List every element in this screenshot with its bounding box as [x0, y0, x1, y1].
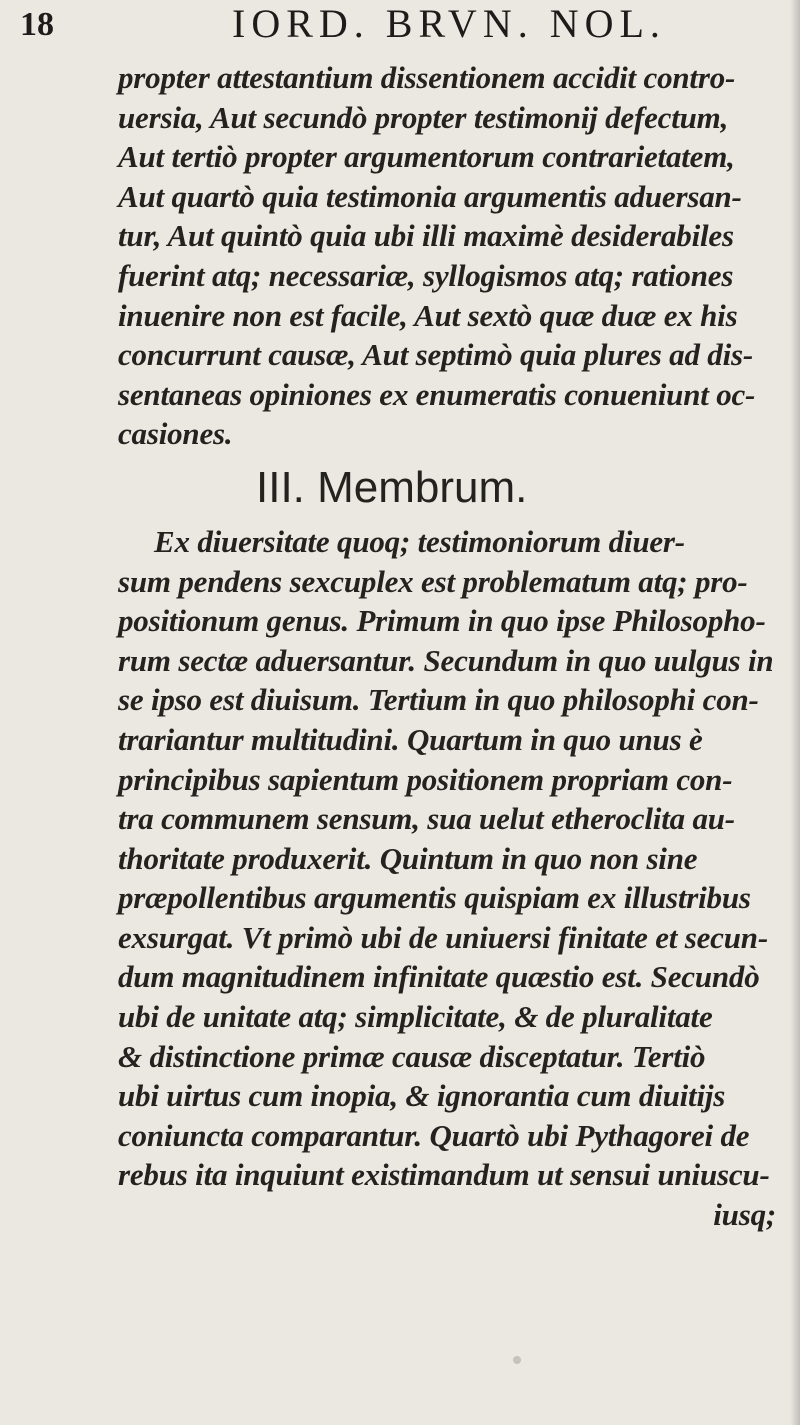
text-line: principibus sapientum positionem propriam con-: [118, 761, 733, 797]
text-line: ubi de unitate atq; simplicitate, & de pluralitate: [118, 999, 713, 1035]
page-header: [0, 0, 800, 62]
text-line: positionum genus. Primum in quo ipse Philosopho-: [118, 603, 766, 639]
text-line: tra communem sensum, sua uelut etheroclita au-: [118, 801, 735, 837]
paragraph-2: [118, 522, 798, 1195]
text-line: casiones.: [118, 416, 233, 452]
text-line: concurrunt causæ, Aut septimò quia plures ad dis-: [118, 337, 754, 373]
text-line: ubi uirtus cum inopia, & ignorantia cum diuitijs: [118, 1078, 726, 1114]
text-line: rum sectæ aduersantur. Secundum in quo uulgus in: [118, 642, 774, 678]
text-line: Ex diuersitate quoq; testimoniorum diuer-: [154, 523, 685, 559]
text-line: & distinctione primæ causæ disceptatur. Tertiò: [118, 1038, 706, 1074]
text-line: Aut tertiò propter argumentorum contrarietatem,: [118, 139, 735, 175]
text-line: sum pendens sexcuplex est problematum atq; pro-: [118, 563, 748, 599]
text-line: fuerint atq; necessariæ, syllogismos atq; rationes: [118, 257, 734, 293]
text-line: rebus ita inquiunt existimandum ut sensui uniuscu-: [118, 1157, 770, 1193]
text-line: thoritate produxerit. Quintum in quo non sine: [118, 840, 698, 876]
text-line: exsurgat. Vt primò ubi de uniuersi finitate et secun-: [118, 919, 768, 955]
text-line: se ipso est diuisum. Tertium in quo philosophi con-: [118, 682, 759, 718]
text-line: præpollentibus argumentis quispiam ex illustribus: [118, 880, 751, 916]
text-line: uersia, Aut secundò propter testimonij defectum,: [118, 99, 729, 135]
text-block: [118, 58, 798, 1235]
text-line: trariantur multitudini. Quartum in quo unus è: [118, 721, 703, 757]
paragraph-1: [118, 58, 798, 454]
section-heading: III. Membrum.: [256, 462, 528, 512]
catchword: iusq;: [713, 1197, 776, 1233]
text-line: dum magnitudinem infinitate quæstio est. Secundò: [118, 959, 760, 995]
text-line: propter attestantium dissentionem accidit contro-: [118, 60, 736, 95]
folio-number: 18: [20, 6, 54, 43]
text-line: sentaneas opiniones ex enumeratis conueniunt oc-: [118, 376, 756, 412]
text-line: Aut quartò quia testimonia argumentis aduersan-: [118, 178, 742, 214]
running-head: IORD. BRVN. NOL.: [232, 1, 666, 46]
ink-smudge: [513, 1356, 521, 1364]
text-line: tur, Aut quintò quia ubi illi maximè desiderabiles: [118, 218, 734, 254]
text-line: coniuncta comparantur. Quartò ubi Pythagorei de: [118, 1117, 750, 1153]
text-line: inuenire non est facile, Aut sextò quæ duæ ex his: [118, 297, 738, 333]
